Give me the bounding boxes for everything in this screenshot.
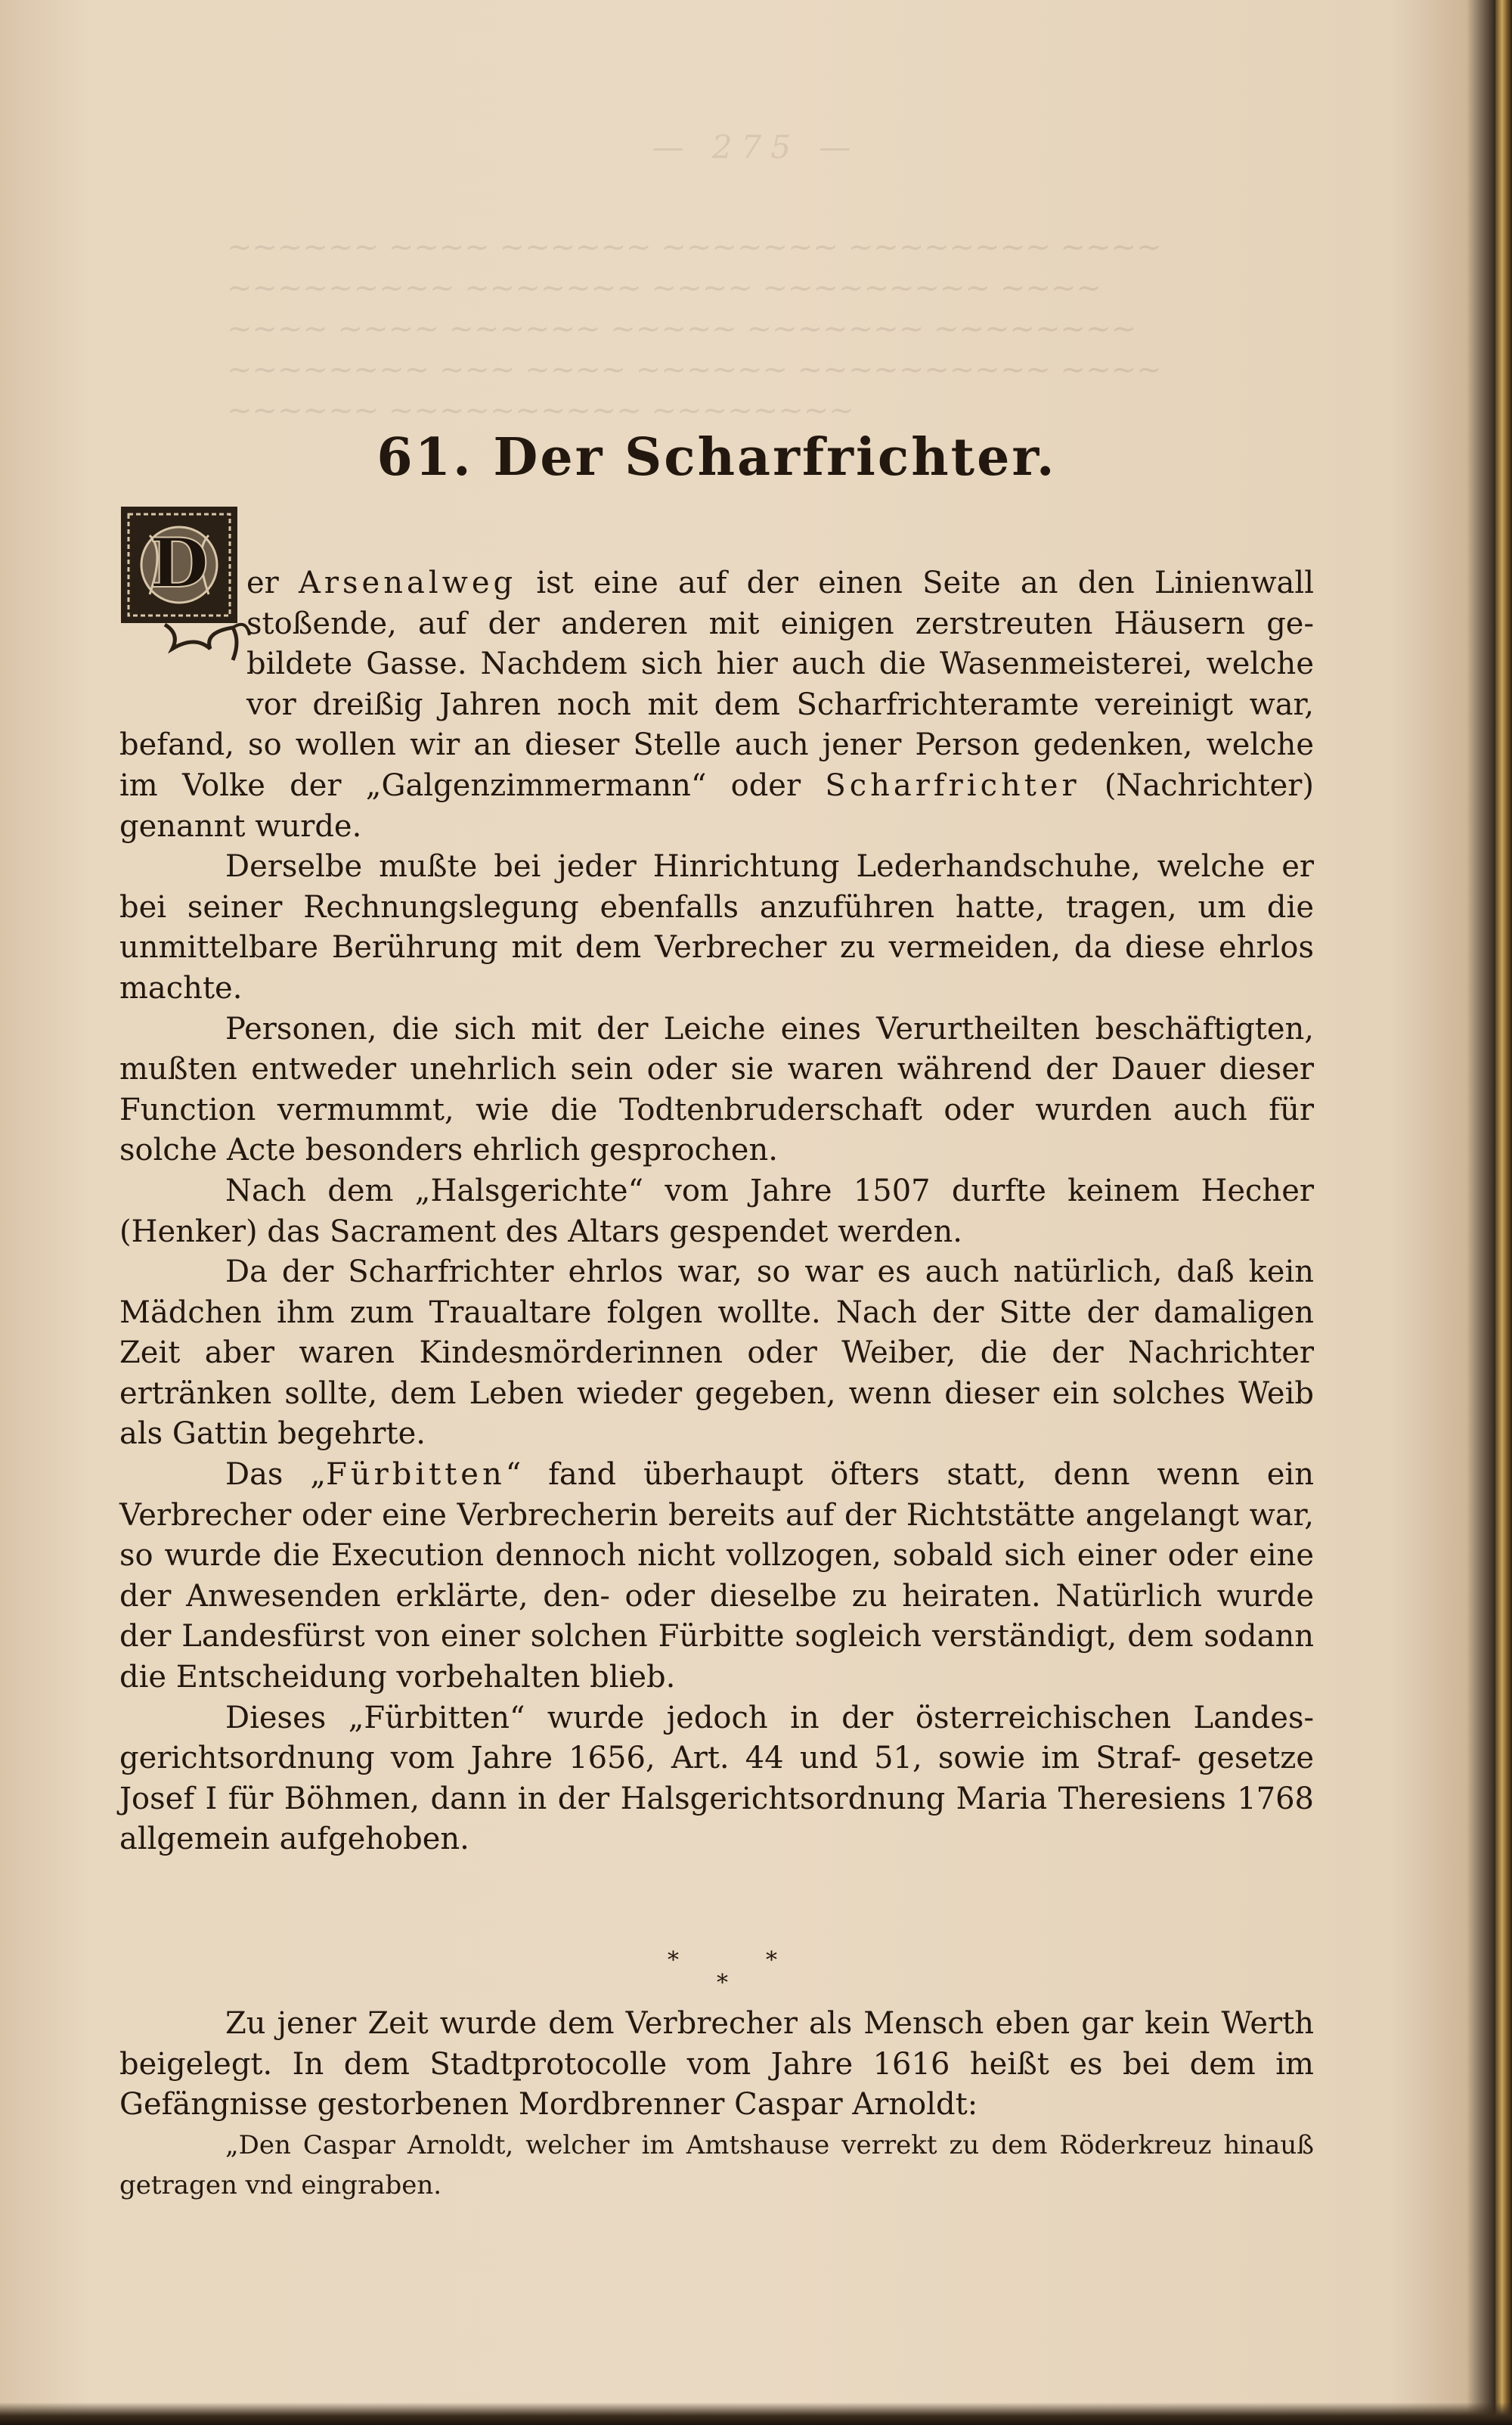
separator-star: * [766, 1947, 777, 1974]
paragraph-1 [119, 563, 1314, 847]
archival-quote: „Den Caspar Arnoldt, welcher im Amtshause verrekt zu dem Röderkreuz hinauß getragen vnd eingraben. [119, 2129, 1314, 2200]
text-run: ist eine auf der einen Seite an den Linienwall stoßende, auf der anderen mit einigen zerstreuten Häusern ge- bildete Gasse. Nachdem sich hier auch die Wasenmeisterei, welche vor dreißig Jahren noch mit dem Scharfrichteramte vereinigt war, befand, so wollen wir an dieser Stelle auch jener Person gedenken, welche im Volke der „Galgenzimmermann“ oder [119, 566, 1314, 803]
text-run: Da der Scharfrichter ehrlos war, so war es auch natürlich, daß kein Mädchen ihm zum Traualtare folgen wollte. Nach der Sitte der damaligen Zeit aber waren Kindesmörderinnen oder Weiber, die der Nachrichter ertränken sollte, dem Leben wieder gegeben, wenn dieser ein solches Weib als Gattin begehrte. [119, 1254, 1314, 1452]
paragraph-2 [119, 847, 1314, 1009]
text-run: er [246, 566, 299, 600]
page-bottom-shadow [0, 2402, 1512, 2425]
paragraph-3 [119, 1009, 1314, 1171]
book-edge [1495, 0, 1512, 2425]
text-run: Das „ [225, 1457, 327, 1493]
closing-section [119, 2004, 1314, 2206]
dropcap-spacer [119, 518, 246, 718]
spaced-emphasis: Arsenalweg [299, 566, 517, 600]
text-run: Nach dem „Halsgerichte“ vom Jahre 1507 durfte keinem Hecher (Henker) das Sacrament des Altars gespendet werden. [119, 1173, 1314, 1249]
svg-text:D: D [149, 523, 209, 603]
text-run: Personen, die sich mit der Leiche eines Verurtheilten beschäftigten, mußten entweder unehrlich sein oder sie waren während der Dauer dieser Function vermummt, wie die Todtenbruderschaft oder wurden auch für solche Acte besonders ehrlich gesprochen. [119, 1011, 1314, 1168]
text-run: Dieses „Fürbitten“ wurde jedoch in der österreichischen Landes- gerichtsordnung vom Jahre 1656, Art. 44 und 51, sowie im Straf- gesetze Josef I für Böhmen, dann in der Halsgerichtsordnung Maria Theresiens 1768 allgemein aufgehoben. [119, 1700, 1314, 1857]
section-separator [119, 1947, 1314, 2008]
paragraph-5 [119, 1252, 1314, 1455]
spaced-emphasis: Fürbitten [326, 1457, 506, 1493]
text-run: Derselbe mußte bei jeder Hinrichtung Lederhandschuhe, welche er bei seiner Rechnungslegung ebenfalls anzuführen hatte, tragen, um die unmittelbare Berührung mit dem Verbrecher zu vermeiden, da diese ehrlos machte. [119, 849, 1314, 1006]
spaced-emphasis: Scharfrichter [825, 768, 1080, 803]
paragraph-4 [119, 1171, 1314, 1252]
separator-star: * [668, 1947, 679, 1974]
bleed-through-text: ~~~~~~ ~~~~ ~~~~~~ ~~~~~~~ ~~~~~~~~ ~~~~ ~~~~~~~~~ ~~~~~~~ ~~~~ ~~~~~~~~~ ~~~~ ~~~~ ~~~~ ~~~~~~ ~~~~~ ~~~~~~~ ~~~~~~~~ ~~~~~~~~ ~~~ ~~~~ ~~~~~~ ~~~~~~~~~~ ~~~~ ~~~~~~ ~~~~~~~~~~ ~~~~~~~~ [227, 230, 1162, 428]
separator-star: * [717, 1970, 728, 1996]
paragraph-8: Zu jener Zeit wurde dem Verbrecher als Mensch eben gar kein Werth beigelegt. In dem Stadtprotocolle vom Jahre 1616 heißt es bei dem im Gefängnisse gestorbenen Mordbrenner Caspar Arnoldt: [119, 2006, 1314, 2123]
paragraph-6 [119, 1455, 1314, 1698]
paragraph-7 [119, 1698, 1314, 1860]
text-run: “ fand überhaupt öfters statt, denn wenn ein Verbrecher oder eine Verbrecherin bereits auf der Richtstätte angelangt war, so wurde die Execution dennoch nicht vollzogen, sobald sich einer oder eine der Anwesenden erklärte, den- oder dieselbe zu heiraten. Natürlich wurde der Landesfürst von einer solchen Fürbitte sogleich verständigt, dem sodann die Entscheidung vorbehalten blieb. [119, 1457, 1314, 1695]
bleed-through-page-number: — 275 — [652, 129, 860, 166]
body-text [119, 563, 1314, 1860]
chapter-title: 61. Der Scharfrichter. [376, 427, 1057, 488]
text-run: (Nachrichter) genannt wurde. [119, 768, 1314, 844]
